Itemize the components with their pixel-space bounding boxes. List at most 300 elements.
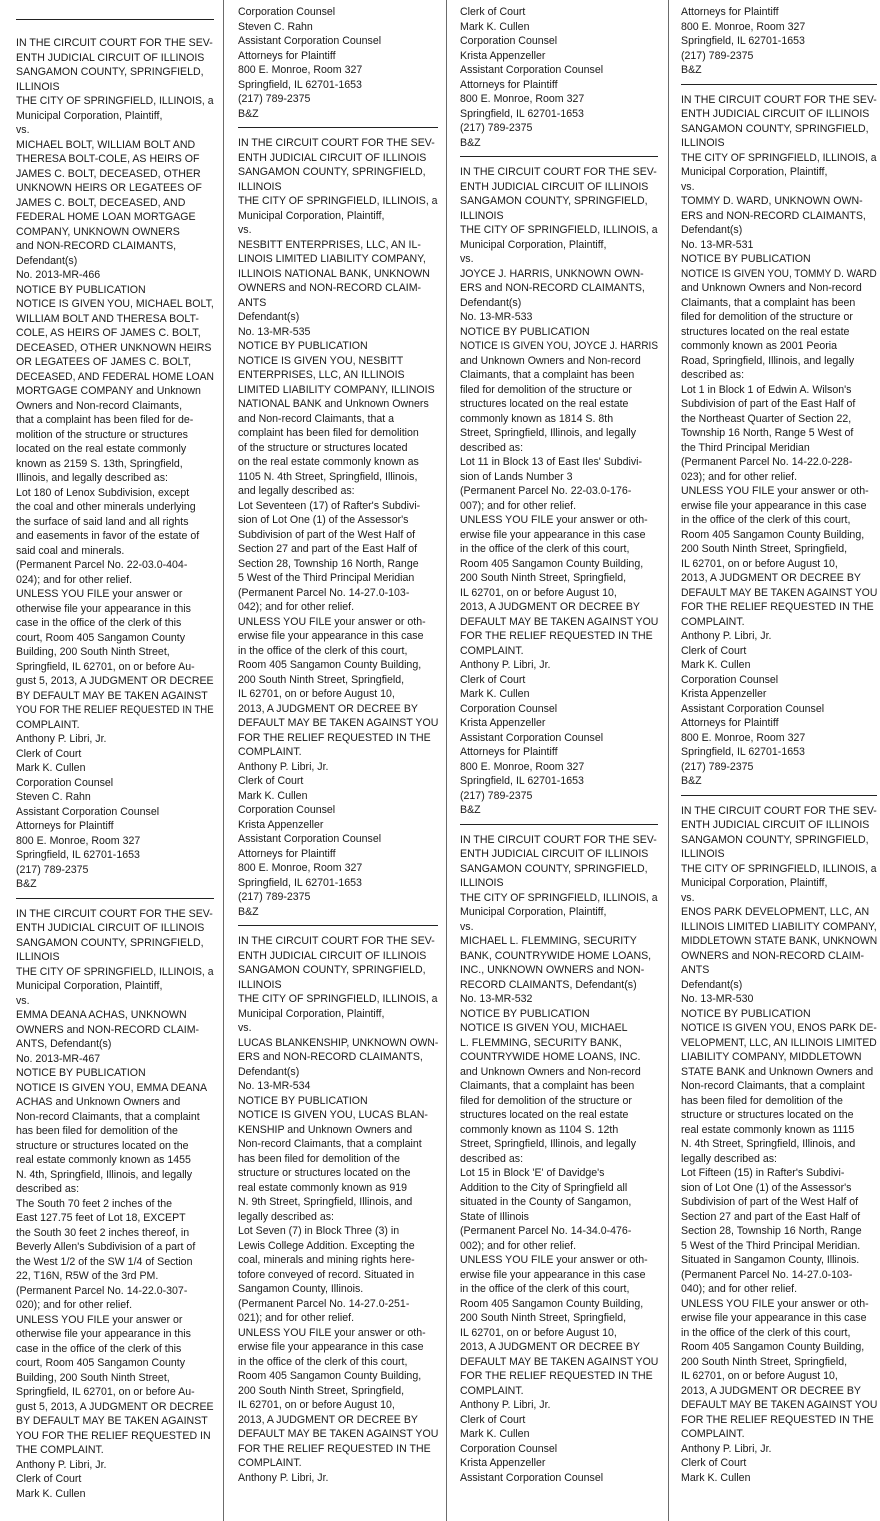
notice-separator (238, 925, 438, 926)
notice-line: otherwise file your appearance in this (16, 1328, 191, 1340)
notice-line: said coal and minerals. (16, 544, 125, 557)
notice-line: KENSHIP and Unknown Owners and (238, 1123, 413, 1136)
notice-line: erwise file your appearance in this case (681, 499, 867, 512)
notice-line: 2013, A JUDGMENT OR DECREE BY (460, 601, 640, 613)
notice-line: structure or structures located on the (238, 1167, 411, 1179)
notice-line: 800 E. Monroe, Room 327 (238, 64, 363, 76)
notice-line: and Non-record Claimants, that a (238, 412, 395, 425)
notice-line: Mark K. Cullen (681, 1471, 751, 1484)
notice-line: Clerk of Court (681, 644, 747, 657)
notice-line: in the office of the clerk of this court, (460, 1283, 630, 1295)
notice-line: 2013, A JUDGMENT OR DECREE BY (681, 1384, 861, 1397)
notice-line: NOTICE IS GIVEN YOU, MICHAEL BOLT, (16, 298, 214, 310)
notice-line: the Third Principal Meridian (681, 441, 810, 454)
notice-line: Defendant(s) (681, 224, 743, 236)
notice-line: SANGAMON COUNTY, SPRINGFIELD, (238, 166, 426, 178)
notice-line: FOR THE RELIEF REQUESTED IN THE (238, 731, 431, 744)
notice-line: gust 5, 2013, A JUDGMENT OR DECREE (16, 675, 214, 687)
notice-line: BY DEFAULT MAY BE TAKEN AGAINST (16, 689, 208, 702)
notice-line: JAMES C. BOLT, DECEASED, AND (16, 196, 186, 209)
notice-line: (217) 789-2375 (238, 93, 311, 105)
notice-line: Section 28, Township 16 North, Range (238, 557, 419, 570)
notice-line: NOTICE IS GIVEN YOU, TOMMY D. WARD (681, 267, 877, 280)
notice-line: and Unknown Owners and Non-record (460, 354, 641, 367)
notice-line: UNLESS YOU FILE your answer or oth- (681, 485, 869, 497)
notice-line: 020); and for other relief. (16, 1299, 133, 1311)
notice-line: NESBITT ENTERPRISES, LLC, AN IL- (238, 238, 421, 251)
notice-line: (Permanent Parcel No. 22-03.0-404- (16, 559, 188, 571)
notice-line: LINOIS LIMITED LIABILITY COMPANY, (238, 253, 426, 265)
notice-line: the South 30 feet 2 inches thereof, in (16, 1226, 190, 1239)
notice-line: NOTICE IS GIVEN YOU, ENOS PARK DE- (681, 1022, 877, 1034)
notice-line: Assistant Corporation Counsel (238, 35, 382, 47)
column-divider-3 (668, 0, 669, 1521)
notice-line: Lot Seven (7) in Block Three (3) in (238, 1225, 400, 1237)
notice-line: Section 28, Township 16 North, Range (681, 1225, 862, 1237)
notice-line: legally described as: (681, 1152, 777, 1165)
notice-line: Attorneys for Plaintiff (238, 847, 336, 860)
notice-line: East 127.75 feet of Lot 18, EXCEPT (16, 1212, 186, 1224)
notice-line: in the office of the clerk of this court, (460, 543, 630, 555)
notice-line: SANGAMON COUNTY, SPRINGFIELD, (681, 122, 869, 135)
notice-line: MICHAEL BOLT, WILLIAM BOLT AND (16, 138, 196, 151)
notice-line: ENOS PARK DEVELOPMENT, LLC, AN (681, 906, 870, 918)
notice-line: that a complaint has been filed for de- (16, 414, 194, 426)
notice-line: 200 South Ninth Street, Springfield, (238, 1384, 405, 1397)
notice-line: Springfield, IL 62701-1653 (460, 107, 584, 120)
notice-line: ENTERPRISES, LLC, AN ILLINOIS (238, 369, 405, 381)
notice-line: Illinois, and legally described as: (16, 472, 168, 484)
notice-line: IL 62701, on or before August 10, (681, 557, 838, 570)
notice-line: and legally described as: (238, 485, 355, 497)
notice-line: Addition to the City of Springfield all (460, 1181, 628, 1194)
notice-line: 800 E. Monroe, Room 327 (238, 862, 363, 874)
notice-line: and Unknown Owners and Non-record (460, 1065, 641, 1078)
notice-line: Clerk of Court (16, 1473, 82, 1485)
notice-line: THERESA BOLT-COLE, AS HEIRS OF (16, 153, 200, 165)
notice-line: Clerk of Court (16, 747, 82, 760)
notice-line: NOTICE IS GIVEN YOU, MICHAEL (460, 1022, 628, 1034)
notice-line: Situated in Sangamon County, Illinois. (681, 1254, 860, 1266)
notice-line: described as: (460, 441, 524, 454)
notice-line: THE CITY OF SPRINGFIELD, ILLINOIS, a (460, 224, 658, 236)
notice-line: Clerk of Court (460, 6, 526, 18)
notice-line: DEFAULT MAY BE TAKEN AGAINST YOU (460, 615, 658, 628)
notice-line: sion of Lot One (1) of the Assessor's (681, 1181, 852, 1194)
notice-line: B&Z (238, 107, 259, 120)
notice-line: 2013, A JUDGMENT OR DECREE BY (238, 702, 418, 715)
notice-line: vs. (681, 180, 695, 193)
notice-line: filed for demolition of the structure or (460, 1094, 632, 1107)
notice-line: (217) 789-2375 (460, 122, 533, 134)
notice-line: NOTICE BY PUBLICATION (16, 1067, 146, 1079)
notice-line: 200 South Ninth Street, Springfield, (681, 543, 848, 555)
notice-line: IN THE CIRCUIT COURT FOR THE SEV- (238, 935, 435, 947)
notice-line: coal, minerals and mining rights here- (238, 1254, 415, 1266)
notice-line: ILLINOIS (16, 951, 60, 963)
notice-line: B&Z (238, 905, 259, 918)
notice-line: 5 West of the Third Principal Meridian. (681, 1239, 861, 1252)
notice-line: 2013, A JUDGMENT OR DECREE BY (238, 1413, 418, 1426)
notice-line: No. 13-MR-535 (238, 325, 311, 338)
notice-line: B&Z (460, 804, 481, 816)
notice-line: tofore conveyed of record. Situated in (238, 1268, 415, 1281)
notice-line: Defendant(s) (681, 978, 743, 991)
notice-line: has been filed for demolition of the (238, 1152, 400, 1165)
notice-line: 023); and for other relief. (681, 470, 798, 483)
notice-line: Subdivision of part of the East Half of (681, 398, 856, 410)
notice-line: vs. (460, 253, 474, 265)
notice-line: NOTICE BY PUBLICATION (238, 340, 368, 352)
notice-line: Non-record Claimants, that a complaint (681, 1080, 865, 1092)
notice-line: UNLESS YOU FILE your answer or (16, 1313, 183, 1326)
notice-line: Mark K. Cullen (16, 762, 86, 774)
notice-line: otherwise file your appearance in this (16, 602, 191, 615)
notice-line: The South 70 feet 2 inches of the (16, 1197, 173, 1210)
notice-line: Clerk of Court (460, 673, 526, 686)
notice-line: (Permanent Parcel No. 14-27.0-103- (681, 1268, 853, 1281)
notice-line: NOTICE BY PUBLICATION (460, 325, 590, 338)
notice-line: ILLINOIS (681, 137, 725, 149)
notice-line: VELOPMENT, LLC, AN ILLINOIS LIMITED (681, 1036, 877, 1049)
notice-line: (Permanent Parcel No. 14-34.0-476- (460, 1225, 632, 1237)
notice-line: 024); and for other relief. (16, 573, 133, 586)
notice-line: STATE BANK and Unknown Owners and (681, 1065, 874, 1078)
notice-line: ILLINOIS (238, 180, 282, 193)
notice-line: THE CITY OF SPRINGFIELD, ILLINOIS, a (238, 195, 438, 207)
notice-line: Lot Fifteen (15) in Rafter's Subdivi- (681, 1167, 845, 1179)
notice-line: ANTS (238, 296, 267, 309)
notice-line: 200 South Ninth Street, Springfield, (460, 1312, 627, 1324)
notice-line: THE CITY OF SPRINGFIELD, ILLINOIS, a (16, 965, 214, 978)
notice-line: UNLESS YOU FILE your answer or oth- (238, 1326, 426, 1339)
notice-line: B&Z (681, 775, 702, 787)
notice-line: No. 13-MR-531 (681, 238, 754, 251)
notice-line: 5 West of the Third Principal Meridian (238, 572, 415, 584)
notice-line: Mark K. Cullen (460, 1428, 530, 1440)
notice-line: described as: (16, 1183, 80, 1195)
notice-line: Building, 200 South Ninth Street, (16, 646, 170, 658)
notice-line: Assistant Corporation Counsel (238, 833, 382, 845)
notice-line: B&Z (460, 136, 481, 149)
notice-line: Municipal Corporation, Plaintiff, (16, 109, 163, 122)
notice-line: B&Z (681, 64, 702, 76)
notice-line: IN THE CIRCUIT COURT FOR THE SEV- (681, 93, 877, 106)
notice-line: FEDERAL HOME LOAN MORTGAGE (16, 211, 196, 223)
notice-line: UNLESS YOU FILE your answer or oth- (460, 1254, 648, 1266)
notice-line: 800 E. Monroe, Room 327 (460, 760, 585, 773)
notice-line: LIMITED LIABILITY COMPANY, ILLINOIS (238, 383, 435, 396)
notice-line: SANGAMON COUNTY, SPRINGFIELD, (16, 66, 204, 78)
notice-line: Mark K. Cullen (238, 789, 308, 802)
notice-line: IN THE CIRCUIT COURT FOR THE SEV- (460, 833, 657, 846)
notice-line: the coal and other minerals underlying (16, 501, 196, 513)
notice-line: vs. (16, 124, 30, 136)
notice-line: Municipal Corporation, Plaintiff, (681, 877, 828, 889)
notice-line: Springfield, IL 62701-1653 (460, 775, 584, 787)
notice-line: EMMA DEANA ACHAS, UNKNOWN (16, 1009, 187, 1021)
notice-line: IN THE CIRCUIT COURT FOR THE SEV- (681, 804, 877, 817)
notice-line: LUCAS BLANKENSHIP, UNKNOWN OWN- (238, 1036, 438, 1049)
notice-line: Claimants, that a complaint has been (460, 1080, 635, 1092)
notice-line: on the real estate commonly known as (238, 456, 419, 468)
notice-line: Anthony P. Libri, Jr. (238, 760, 329, 773)
notice-line: Anthony P. Libri, Jr. (238, 1471, 329, 1484)
notice-line: the Northeast Quarter of Section 22, (681, 412, 852, 425)
notice-line: WILLIAM BOLT AND THERESA BOLT- (16, 312, 199, 325)
notice-line: (Permanent Parcel No. 14-27.0-251- (238, 1297, 410, 1310)
notice-line: COLE, AS HEIRS OF JAMES C. BOLT, (16, 327, 201, 339)
notice-line: Lot 11 in Block 13 of East Iles' Subdivi- (460, 456, 643, 468)
notice-line: vs. (238, 1022, 252, 1034)
notice-line: Assistant Corporation Counsel (681, 702, 825, 715)
notice-line: Assistant Corporation Counsel (460, 731, 604, 744)
notice-line: Subdivision of part of the West Half of (238, 528, 416, 541)
notice-line: Clerk of Court (460, 1413, 526, 1426)
notice-line: DEFAULT MAY BE TAKEN AGAINST YOU (238, 1428, 438, 1440)
notice-line: L. FLEMMING, SECURITY BANK, (460, 1036, 622, 1049)
notice-line: Krista Appenzeller (460, 49, 546, 62)
notice-line: NOTICE IS GIVEN YOU, JOYCE J. HARRIS (460, 340, 658, 352)
notice-line: structures located on the real estate (681, 325, 850, 338)
notice-line: Claimants, that a complaint has been (681, 296, 856, 309)
notice-line: Defendant(s) (16, 254, 78, 267)
legal-notice (238, 934, 438, 1485)
notice-line: real estate commonly known as 919 (238, 1181, 407, 1194)
notice-line: Defendant(s) (460, 296, 522, 309)
notice-line: Springfield, IL 62701-1653 (238, 876, 362, 889)
notice-line: Krista Appenzeller (460, 717, 546, 729)
notice-line: SANGAMON COUNTY, SPRINGFIELD, (681, 833, 869, 846)
notice-line: THE COMPLAINT. (16, 1444, 104, 1456)
notice-line: ENTH JUDICIAL CIRCUIT OF ILLINOIS (16, 51, 205, 64)
notice-line: structure or structures located on the (16, 1139, 189, 1152)
notice-line: in the office of the clerk of this court, (238, 1355, 408, 1368)
notice-line: ENTH JUDICIAL CIRCUIT OF ILLINOIS (460, 848, 649, 860)
notice-line: Corporation Counsel (460, 1442, 558, 1455)
notice-line: Non-record Claimants, that a complaint (16, 1110, 200, 1123)
notice-line: Non-record Claimants, that a complaint (238, 1138, 422, 1150)
legal-notice (16, 36, 214, 892)
notice-line: NOTICE IS GIVEN YOU, EMMA DEANA (16, 1081, 208, 1094)
notice-line: IN THE CIRCUIT COURT FOR THE SEV- (16, 907, 213, 920)
notice-line: FOR THE RELIEF REQUESTED IN THE (460, 1370, 653, 1382)
notice-line: DECEASED, AND FEDERAL HOME LOAN (16, 370, 214, 383)
notice-line: No. 2013-MR-466 (16, 269, 101, 281)
notice-line: N. 4th, Springfield, Illinois, and legally (16, 1168, 193, 1181)
notice-line: IL 62701, on or before August 10, (681, 1370, 838, 1382)
notice-line: Municipal Corporation, Plaintiff, (681, 166, 828, 178)
notice-line: JAMES C. BOLT, DECEASED, OTHER (16, 167, 201, 180)
notice-line: Building, 200 South Ninth Street, (16, 1371, 170, 1384)
notice-line: COMPLAINT. (681, 615, 745, 628)
notice-line: Room 405 Sangamon County Building, (460, 1297, 644, 1310)
notice-line: MIDDLETOWN STATE BANK, UNKNOWN (681, 935, 877, 947)
notice-line: NOTICE BY PUBLICATION (460, 1007, 590, 1020)
notice-line: UNLESS YOU FILE your answer or oth- (681, 1297, 869, 1310)
notice-line: YOU FOR THE RELIEF REQUESTED IN (16, 1429, 211, 1442)
notice-line: vs. (460, 920, 474, 933)
notice-line: Street, Springfield, Illinois, and legally (460, 427, 637, 439)
notice-line: SANGAMON COUNTY, SPRINGFIELD, (16, 936, 204, 949)
notice-line: Owners and Non-record Claimants, (16, 399, 183, 412)
notice-line: NOTICE BY PUBLICATION (681, 1007, 811, 1020)
notice-line: Anthony P. Libri, Jr. (681, 1442, 772, 1455)
notice-line: described as: (460, 1152, 524, 1165)
notice-line: DEFAULT MAY BE TAKEN AGAINST YOU (460, 1355, 658, 1368)
notice-line: vs. (238, 224, 252, 236)
notice-line: UNLESS YOU FILE your answer or oth- (460, 514, 648, 526)
notice-line: SANGAMON COUNTY, SPRINGFIELD, (460, 195, 648, 207)
notice-line: Anthony P. Libri, Jr. (460, 659, 551, 671)
legal-notice (460, 833, 658, 1486)
notice-line: 2013, A JUDGMENT OR DECREE BY (460, 1341, 640, 1353)
notice-line: Township 16 North, Range 5 West of (681, 427, 854, 439)
notice-line: IN THE CIRCUIT COURT FOR THE SEV- (460, 166, 657, 178)
notice-line: DEFAULT MAY BE TAKEN AGAINST YOU (681, 586, 877, 599)
column-divider-1 (223, 0, 224, 1521)
notice-line: 800 E. Monroe, Room 327 (681, 731, 806, 744)
notice-line: Municipal Corporation, Plaintiff, (238, 1007, 385, 1020)
notice-line: Corporation Counsel (460, 35, 558, 47)
notice-line: YOU FOR THE RELIEF REQUESTED IN THE (16, 704, 214, 716)
legal-notice (681, 804, 877, 1486)
notice-line: Attorneys for Plaintiff (16, 820, 114, 832)
notice-line: Krista Appenzeller (238, 818, 324, 831)
notice-line: Beverly Allen's Subdivision of a part of (16, 1241, 196, 1253)
notice-line: 007); and for other relief. (460, 499, 577, 512)
notice-line: and Unknown Owners and Non-record (681, 282, 862, 294)
notice-line: 200 South Ninth Street, Springfield, (460, 572, 627, 584)
notice-line: ERS and NON-RECORD CLAIMANTS, (460, 282, 645, 294)
notice-line: LIABILITY COMPANY, MIDDLETOWN (681, 1051, 862, 1063)
notice-separator (238, 127, 438, 128)
notice-line: BY DEFAULT MAY BE TAKEN AGAINST (16, 1415, 208, 1427)
notice-line: FOR THE RELIEF REQUESTED IN THE (681, 1413, 874, 1426)
notice-line: No. 2013-MR-467 (16, 1052, 101, 1065)
notice-line: the West 1/2 of the SW 1/4 of Section (16, 1255, 193, 1268)
notice-line: Defendant(s) (238, 1065, 300, 1078)
notice-line: NOTICE BY PUBLICATION (238, 1094, 368, 1107)
notice-line: Krista Appenzeller (681, 688, 767, 700)
notice-line: N. 4th Street, Springfield, Illinois, and (681, 1138, 856, 1150)
notice-line: DEFAULT MAY BE TAKEN AGAINST YOU (238, 717, 438, 729)
notice-line: Section 27 and part of the East Half of (238, 543, 418, 555)
legal-notice (460, 165, 658, 818)
notice-line: No. 13-MR-532 (460, 993, 533, 1005)
notice-line: DEFAULT MAY BE TAKEN AGAINST YOU (681, 1399, 877, 1411)
notice-line: Springfield, IL 62701, on or before Au- (16, 660, 195, 673)
notice-line: IN THE CIRCUIT COURT FOR THE SEV- (16, 37, 213, 49)
notice-line: Corporation Counsel (681, 673, 779, 686)
notice-line: Section 27 and part of the East Half of (681, 1210, 861, 1223)
notice-line: real estate commonly known as 1455 (16, 1154, 191, 1166)
notice-line: 2013, A JUDGMENT OR DECREE BY (681, 572, 861, 584)
notice-line: Attorneys for Plaintiff (460, 746, 558, 758)
notice-line: Municipal Corporation, Plaintiff, (238, 209, 385, 222)
notice-line: ENTH JUDICIAL CIRCUIT OF ILLINOIS (460, 180, 649, 193)
notice-line: Attorneys for Plaintiff (681, 6, 779, 18)
notice-line: (217) 789-2375 (681, 760, 754, 773)
notice-line: 800 E. Monroe, Room 327 (16, 834, 141, 847)
notice-line: Room 405 Sangamon County Building, (681, 1341, 865, 1353)
notice-line: COMPLAINT. (238, 1457, 302, 1469)
notice-line: State of Illinois (460, 1210, 529, 1223)
notice-line: filed for demolition of the structure or (460, 383, 632, 396)
notice-line: FOR THE RELIEF REQUESTED IN THE (460, 630, 653, 642)
notice-line: IL 62701, on or before August 10, (460, 586, 617, 599)
notice-line: DECEASED, OTHER UNKNOWN HEIRS (16, 341, 212, 354)
legal-notice (681, 5, 877, 78)
notice-line: OWNERS and NON-RECORD CLAIM- (681, 949, 865, 962)
column-4 (681, 0, 877, 1521)
notice-line: Municipal Corporation, Plaintiff, (16, 980, 163, 992)
notice-line: of the structure or structures located (238, 441, 408, 454)
notice-line: 021); and for other relief. (238, 1312, 355, 1324)
notice-line: ANTS (681, 964, 710, 976)
notice-line: OR LEGATEES OF JAMES C. BOLT, (16, 356, 192, 368)
notice-line: ENTH JUDICIAL CIRCUIT OF ILLINOIS (238, 949, 427, 962)
notice-line: NOTICE IS GIVEN YOU, LUCAS BLAN- (238, 1109, 428, 1121)
notice-line: NOTICE BY PUBLICATION (681, 253, 811, 265)
notice-line: Claimants, that a complaint has been (460, 369, 635, 381)
legal-notice (460, 5, 658, 150)
notice-line: ENTH JUDICIAL CIRCUIT OF ILLINOIS (16, 922, 205, 934)
notice-line: described as: (681, 369, 745, 381)
notice-line: complaint has been filed for demolition (238, 427, 419, 439)
notice-line: Anthony P. Libri, Jr. (16, 1458, 107, 1471)
notice-line: Assistant Corporation Counsel (460, 64, 604, 76)
notice-line: ILLINOIS (238, 978, 282, 991)
notice-line: Room 405 Sangamon County Building, (238, 659, 422, 671)
notice-line: vs. (681, 891, 695, 904)
column-3 (460, 0, 658, 1521)
notice-line: Mark K. Cullen (16, 1487, 86, 1500)
notice-line: ILLINOIS NATIONAL BANK, UNKNOWN (238, 267, 430, 280)
notice-line: Steven C. Rahn (16, 791, 91, 803)
notice-line: situated in the County of Sangamon, (460, 1196, 632, 1208)
notice-line: molition of the structure or structures (16, 428, 188, 441)
notice-separator (681, 84, 877, 85)
notice-line: has been filed for demolition of the (16, 1125, 178, 1137)
notice-line: sion of Lot One (1) of the Assessor's (238, 514, 409, 526)
notice-line: structure or structures located on the (681, 1109, 854, 1121)
notice-line: ILLINOIS LIMITED LIABILITY COMPANY, (681, 920, 877, 933)
notice-line: 042); and for other relief. (238, 601, 355, 613)
notice-line: INC., UNKNOWN OWNERS and NON- (460, 964, 645, 976)
notice-line: the surface of said land and all rights (16, 515, 189, 528)
notice-line: 22, T16N, R5W of the 3rd PM. (16, 1270, 159, 1282)
notice-line: (217) 789-2375 (681, 49, 754, 62)
notice-line: UNKNOWN HEIRS OR LEGATEES OF (16, 182, 202, 194)
notice-line: Anthony P. Libri, Jr. (460, 1399, 551, 1411)
notice-line: Anthony P. Libri, Jr. (16, 733, 107, 745)
notice-line: THE CITY OF SPRINGFIELD, ILLINOIS, a (16, 95, 214, 107)
notice-line: Attorneys for Plaintiff (238, 49, 336, 62)
notice-separator (16, 19, 214, 20)
notice-line: ILLINOIS (16, 80, 60, 93)
notice-line: Lot 180 of Lenox Subdivision, except (16, 486, 190, 499)
notice-line: COMPANY, UNKNOWN OWNERS (16, 225, 180, 238)
notice-line: vs. (16, 994, 30, 1007)
notice-line: B&Z (16, 878, 37, 890)
notice-line: Springfield, IL 62701-1653 (238, 78, 362, 91)
notice-line: Lewis College Addition. Excepting the (238, 1239, 415, 1252)
notice-line: ILLINOIS (460, 209, 504, 222)
notice-line: Defendant(s) (238, 311, 300, 323)
notice-line: COMPLAINT. (681, 1428, 745, 1440)
notice-line: commonly known as 2001 Peoria (681, 340, 838, 352)
